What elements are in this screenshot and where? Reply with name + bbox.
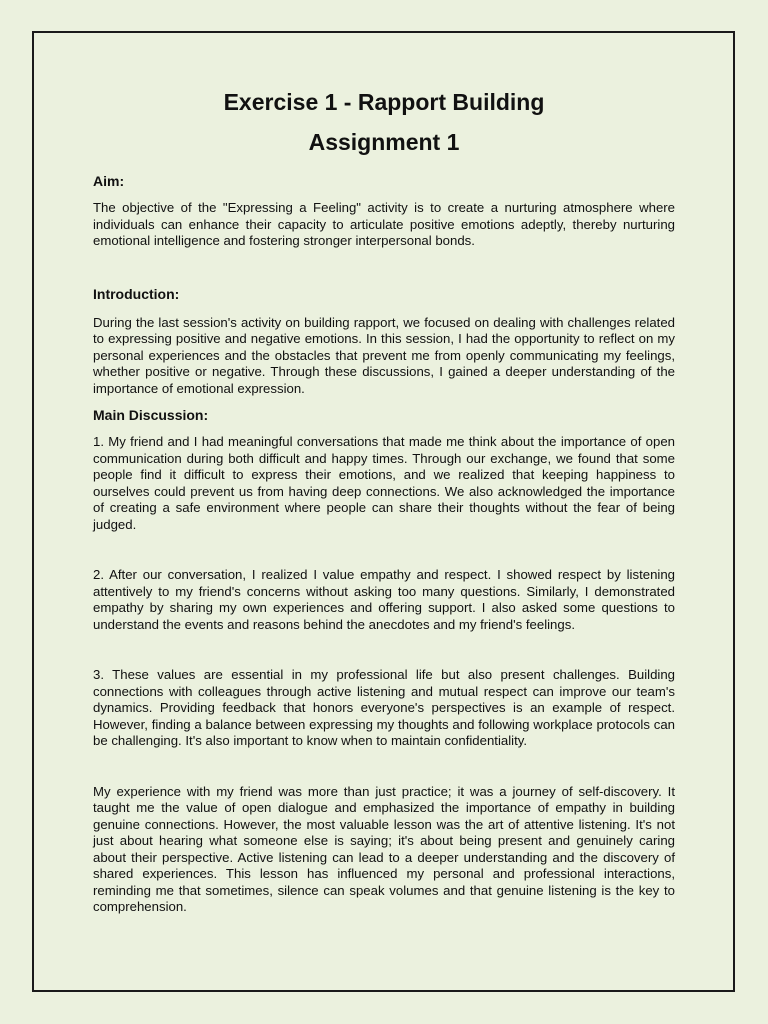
document-body bbox=[93, 84, 675, 916]
document-title: Exercise 1 - Rapport Building bbox=[223, 89, 545, 115]
main-discussion-heading: Main Discussion: bbox=[93, 407, 209, 423]
aim-heading: Aim: bbox=[93, 173, 125, 189]
introduction-heading: Introduction: bbox=[93, 285, 180, 302]
discussion-paragraph-1: 1. My friend and I had meaningful conversations that made me think about the importance of open communication during both difficult and happy times. Through our exchange, we found that some people find it difficult to express their emotions, and we realized that keeping happiness to ourselves could prevent us from having deep connections. We also acknowledged the importance of creating a safe environment where people can share their thoughts without the fear of being judged. bbox=[93, 434, 675, 532]
discussion-paragraph-3: 3. These values are essential in my professional life but also present challenges. Building connections with colleagues through active listening and mutual respect can improve our team's dynamics. Providing feedback that honors everyone's perspectives is an example of respect. However, finding a balance between expressing my thoughts and following workplace protocols can be challenging. It's also important to know when to maintain confidentiality. bbox=[93, 667, 675, 748]
aim-paragraph: The objective of the "Expressing a Feeling" activity is to create a nurturing atmosphere where individuals can enhance their capacity to articulate positive emotions adeptly, thereby nurturing emotional intelligence and fostering stronger interpersonal bonds. bbox=[93, 200, 675, 248]
discussion-paragraph-2: 2. After our conversation, I realized I value empathy and respect. I showed respect by listening attentively to my friend's concerns without asking too many questions. Similarly, I demonstrated empathy by sharing my own experiences and offering support. I also asked some questions to understand the events and reasons behind the anecdotes and my friend's feelings. bbox=[93, 567, 675, 632]
introduction-paragraph: During the last session's activity on building rapport, we focused on dealing with challenges related to expressing positive and negative emotions. In this session, I had the opportunity to reflect on my personal experiences and the obstacles that prevent me from openly communicating my feelings, whether positive or negative. Through these discussions, I gained a deeper understanding of the importance of emotional expression. bbox=[93, 314, 675, 396]
conclusion-paragraph: My experience with my friend was more than just practice; it was a journey of self-discovery. It taught me the value of open dialogue and emphasized the importance of empathy in building genuine connections. However, the most valuable lesson was the art of attentive listening. It's not just about hearing what someone else is saying; it's about being present and genuinely caring about their perspective. Active listening can lead to a deeper understanding and the discovery of shared experiences. This lesson has influenced my personal and professional interactions, reminding me that sometimes, silence can speak volumes and that genuine listening is the key to comprehension. bbox=[93, 783, 675, 914]
document-subtitle: Assignment 1 bbox=[308, 129, 460, 155]
